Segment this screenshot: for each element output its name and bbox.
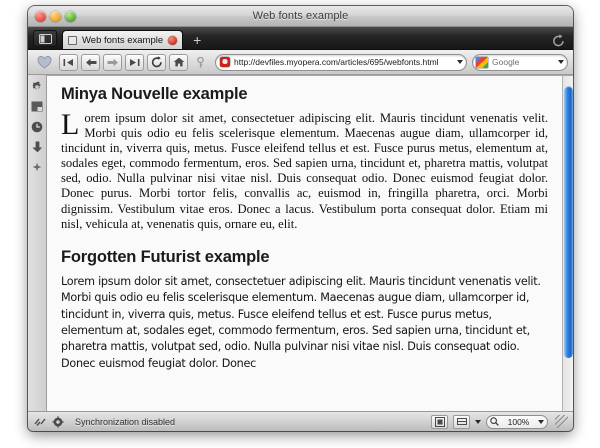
gear-icon[interactable] <box>31 80 44 93</box>
minimize-window-button[interactable] <box>50 11 61 22</box>
fit-width-button[interactable] <box>453 415 470 429</box>
fast-forward-button[interactable] <box>125 54 144 71</box>
tab-close-icon[interactable] <box>168 36 177 45</box>
chevron-down-icon[interactable] <box>475 420 481 424</box>
rewind-button[interactable] <box>59 54 78 71</box>
connection-icon[interactable] <box>33 415 46 428</box>
browser-window <box>28 6 573 431</box>
heart-icon[interactable] <box>33 53 55 71</box>
tab-bar <box>28 27 573 50</box>
page-paragraph-2: Lorem ipsum dolor sit amet, consectetuer adipiscing elit. Mauris tincidunt venenatis velit. Morbi quis odio eu felis scelerisque elementum. Maecenas augue diam, ullamcorper id, tincidunt in, viverra quis, metus. Fusce eleifend tellus et est. Fusce purus metus, elementum at, sodales eget, commodo fermentum, eros. Sed sapien urna, tincidunt et, pharetra mattis, volutpat sed, odio. Nulla pulvinar nisi vitae nisl. Duis consequat odio. Donec euismod feugiat dolor. Donec <box>61 274 541 370</box>
window-titlebar[interactable] <box>28 6 573 27</box>
window-controls <box>28 11 76 22</box>
section-gap <box>61 232 548 248</box>
magnifier-icon <box>490 417 499 426</box>
page-paragraph-1: Lorem ipsum dolor sit amet, consectetuer adipiscing elit. Mauris tincidunt venenatis velit. Morbi quis odio eu felis scelerisque elementum. Maecenas augue diam, ullamcorper id, tincidunt in, viverra quis, metus. Fusce eleifend tellus et est. Fusce purus metus, elementum at, sodales eget, commodo fermentum, eros. Sed sapien urna, tincidunt et, pharetra mattis, volutpat sed, odio. Nulla pulvinar nisi vitae nisl. Duis consequat odio. Donec euismod feugiat dolor. Donec purus. Morbi tortor felis, convallis ac, euismod in, fringilla pharetra, orci. Morbi dignissim. Vestibulum vitae eros. Donec a lacus. Vestibulum porta consequat dolor. Etiam mi nisl, vehicula at, venenatis quis, ornare eu, elit. <box>61 108 548 231</box>
navigation-toolbar <box>28 50 573 75</box>
close-window-button[interactable] <box>35 11 46 22</box>
google-icon <box>476 57 488 68</box>
page-heading-1: Minya Nouvelle example <box>61 85 248 103</box>
search-bar[interactable] <box>472 54 568 71</box>
vertical-scrollbar[interactable] <box>562 76 573 411</box>
home-button[interactable] <box>169 54 188 71</box>
status-bar <box>28 411 573 431</box>
reload-button[interactable] <box>147 54 166 71</box>
key-icon[interactable] <box>191 54 210 71</box>
resize-grip-icon[interactable] <box>555 415 568 428</box>
zoom-level-label: 100% <box>507 416 530 427</box>
chevron-down-icon[interactable] <box>457 60 463 64</box>
page-favicon <box>68 36 77 45</box>
window-title: Web fonts example <box>252 10 349 22</box>
panel-toggle-icon[interactable] <box>33 30 57 47</box>
browser-tab[interactable] <box>62 30 183 49</box>
forward-button[interactable] <box>103 54 122 71</box>
url-text: http://devfiles.myopera.com/articles/695/webfonts.html <box>234 57 439 67</box>
add-panel-icon[interactable] <box>31 160 44 173</box>
panel-rail <box>28 75 47 411</box>
site-favicon <box>220 57 230 67</box>
browser-body <box>28 75 573 411</box>
page-content <box>47 76 562 411</box>
closed-tabs-icon[interactable] <box>552 34 565 47</box>
clock-icon[interactable] <box>31 120 44 133</box>
images-toggle-button[interactable] <box>431 415 448 429</box>
page-viewport <box>47 75 573 411</box>
sync-icon[interactable] <box>51 415 64 428</box>
panel-icon[interactable] <box>31 100 44 113</box>
new-tab-button[interactable]: + <box>193 31 202 48</box>
chevron-down-icon[interactable] <box>558 60 564 64</box>
download-arrow-icon[interactable] <box>31 140 44 153</box>
scrollbar-thumb[interactable] <box>564 86 573 358</box>
sync-status-text: Synchronization disabled <box>75 416 176 427</box>
back-button[interactable] <box>81 54 100 71</box>
search-input[interactable]: Google <box>492 57 520 67</box>
address-bar[interactable] <box>215 54 467 71</box>
chevron-down-icon[interactable] <box>538 420 544 424</box>
page-heading-2: Forgotten Futurist example <box>61 247 270 266</box>
tab-label: Web fonts example <box>82 34 164 46</box>
zoom-window-button[interactable] <box>65 11 76 22</box>
zoom-control[interactable] <box>486 415 548 429</box>
